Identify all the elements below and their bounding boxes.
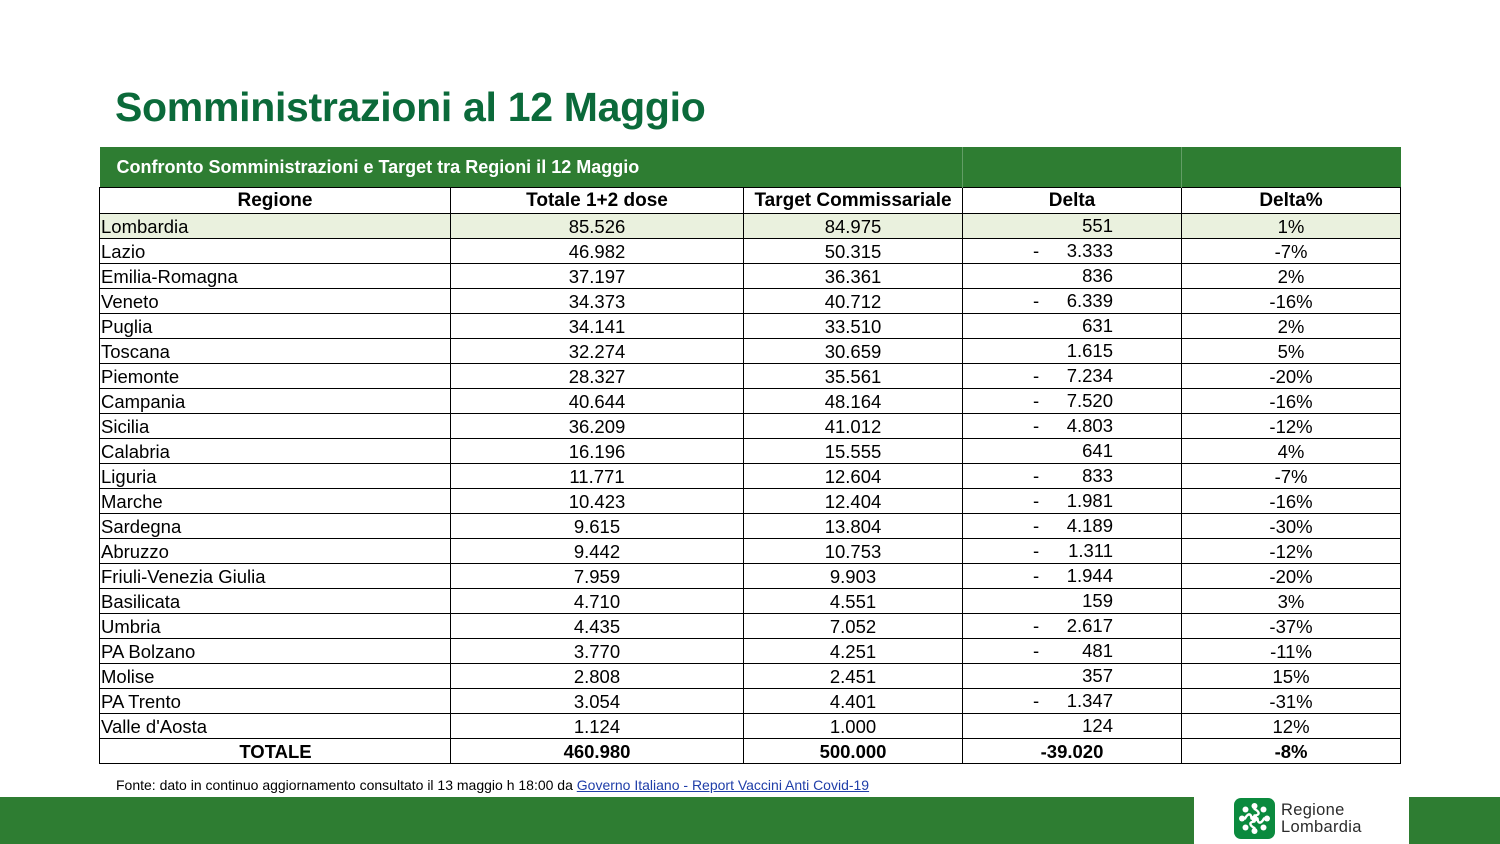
delta-value: 836 xyxy=(1082,265,1114,286)
delta-value: 631 xyxy=(1082,315,1114,336)
cell-totale: 28.327 xyxy=(451,364,744,389)
cell-delta-pct: -12% xyxy=(1182,539,1401,564)
cell-delta xyxy=(963,389,1182,414)
header-regione: Regione xyxy=(100,188,451,214)
cell-totale: 3.770 xyxy=(451,639,744,664)
cell-regione: Piemonte xyxy=(100,364,451,389)
cell-totale: 40.644 xyxy=(451,389,744,414)
cell-totale: 34.373 xyxy=(451,289,744,314)
table-row xyxy=(100,489,1401,514)
delta-sign: - xyxy=(1033,690,1040,711)
cell-target: 41.012 xyxy=(744,414,963,439)
cell-totale: 9.615 xyxy=(451,514,744,539)
cell-delta-pct: -16% xyxy=(1182,289,1401,314)
cell-delta xyxy=(963,314,1182,339)
cell-target: 4.551 xyxy=(744,589,963,614)
cell-total-delta-pct: -8% xyxy=(1182,739,1401,764)
cell-delta-pct: 4% xyxy=(1182,439,1401,464)
table-row xyxy=(100,539,1401,564)
delta-value: 1.311 xyxy=(1068,540,1114,561)
cell-delta-pct: 1% xyxy=(1182,214,1401,239)
cell-regione: Lombardia xyxy=(100,214,451,239)
cell-totale: 34.141 xyxy=(451,314,744,339)
comparison-table xyxy=(99,147,1401,764)
cell-target: 40.712 xyxy=(744,289,963,314)
cell-regione: Abruzzo xyxy=(100,539,451,564)
cell-delta-pct: -30% xyxy=(1182,514,1401,539)
cell-delta xyxy=(963,664,1182,689)
cell-target: 4.251 xyxy=(744,639,963,664)
cell-totale: 36.209 xyxy=(451,414,744,439)
table-row xyxy=(100,289,1401,314)
cell-target: 13.804 xyxy=(744,514,963,539)
page-title: Somministrazioni al 12 Maggio xyxy=(115,84,706,130)
regione-lombardia-rosa-camuna-icon xyxy=(1234,798,1275,839)
delta-sign: - xyxy=(1033,565,1040,586)
table-row xyxy=(100,589,1401,614)
cell-delta xyxy=(963,564,1182,589)
table-row xyxy=(100,514,1401,539)
cell-regione: Molise xyxy=(100,664,451,689)
cell-regione: Marche xyxy=(100,489,451,514)
cell-totale: 32.274 xyxy=(451,339,744,364)
table-row xyxy=(100,689,1401,714)
delta-value: 551 xyxy=(1082,215,1114,236)
delta-value: 6.339 xyxy=(1066,290,1114,311)
source-link[interactable]: Governo Italiano - Report Vaccini Anti Covid-19 xyxy=(576,777,870,793)
cell-target: 7.052 xyxy=(744,614,963,639)
cell-delta xyxy=(963,414,1182,439)
delta-value: 1.981 xyxy=(1066,490,1114,511)
cell-delta-pct: 15% xyxy=(1182,664,1401,689)
delta-sign: - xyxy=(1033,515,1040,536)
cell-delta xyxy=(963,714,1182,739)
cell-delta xyxy=(963,614,1182,639)
delta-value: 833 xyxy=(1082,465,1114,486)
delta-sign: - xyxy=(1033,615,1040,636)
cell-regione: Puglia xyxy=(100,314,451,339)
cell-target: 84.975 xyxy=(744,214,963,239)
cell-delta-pct: -11% xyxy=(1182,639,1401,664)
table-banner-row xyxy=(100,147,1401,188)
cell-regione: Basilicata xyxy=(100,589,451,614)
table-row xyxy=(100,564,1401,589)
cell-delta xyxy=(963,639,1182,664)
cell-delta-pct: -16% xyxy=(1182,389,1401,414)
table-row xyxy=(100,664,1401,689)
delta-sign: - xyxy=(1033,240,1040,261)
header-totale: Totale 1+2 dose xyxy=(451,188,744,214)
delta-value: 124 xyxy=(1082,715,1114,736)
delta-value: 7.234 xyxy=(1066,365,1114,386)
table-row xyxy=(100,639,1401,664)
cell-delta-pct: 12% xyxy=(1182,714,1401,739)
cell-regione: Toscana xyxy=(100,339,451,364)
cell-delta xyxy=(963,364,1182,389)
cell-total-target: 500.000 xyxy=(744,739,963,764)
delta-value: 159 xyxy=(1082,590,1114,611)
table-row xyxy=(100,314,1401,339)
cell-delta xyxy=(963,264,1182,289)
cell-delta-pct: -31% xyxy=(1182,689,1401,714)
table-header-row xyxy=(100,188,1401,214)
cell-totale: 10.423 xyxy=(451,489,744,514)
table-row xyxy=(100,264,1401,289)
table-row xyxy=(100,464,1401,489)
cell-target: 15.555 xyxy=(744,439,963,464)
cell-target: 10.753 xyxy=(744,539,963,564)
table-total-row xyxy=(100,739,1401,764)
cell-regione: PA Bolzano xyxy=(100,639,451,664)
cell-delta xyxy=(963,239,1182,264)
cell-target: 12.604 xyxy=(744,464,963,489)
cell-target: 4.401 xyxy=(744,689,963,714)
cell-total-delta: -39.020 xyxy=(963,739,1182,764)
cell-delta-pct: 3% xyxy=(1182,589,1401,614)
cell-delta-pct: -20% xyxy=(1182,564,1401,589)
cell-target: 12.404 xyxy=(744,489,963,514)
cell-target: 48.164 xyxy=(744,389,963,414)
cell-delta-pct: -37% xyxy=(1182,614,1401,639)
delta-value: 2.617 xyxy=(1066,615,1114,636)
cell-totale: 1.124 xyxy=(451,714,744,739)
cell-target: 30.659 xyxy=(744,339,963,364)
cell-totale: 3.054 xyxy=(451,689,744,714)
cell-totale: 9.442 xyxy=(451,539,744,564)
cell-delta xyxy=(963,689,1182,714)
cell-totale: 7.959 xyxy=(451,564,744,589)
table-banner xyxy=(100,147,963,188)
table-row xyxy=(100,614,1401,639)
delta-sign: - xyxy=(1033,390,1040,411)
header-delta: Delta xyxy=(963,188,1182,214)
cell-target: 50.315 xyxy=(744,239,963,264)
delta-sign: - xyxy=(1033,290,1040,311)
footer-bar-right xyxy=(1409,797,1500,844)
cell-totale: 2.808 xyxy=(451,664,744,689)
cell-delta xyxy=(963,589,1182,614)
delta-value: 357 xyxy=(1082,665,1114,686)
cell-regione: Campania xyxy=(100,389,451,414)
cell-target: 36.361 xyxy=(744,264,963,289)
cell-target: 9.903 xyxy=(744,564,963,589)
logo-text xyxy=(1281,802,1362,836)
cell-totale: 85.526 xyxy=(451,214,744,239)
cell-regione: Emilia-Romagna xyxy=(100,264,451,289)
table-row xyxy=(100,389,1401,414)
cell-regione: Valle d'Aosta xyxy=(100,714,451,739)
delta-value: 641 xyxy=(1082,440,1114,461)
cell-delta-pct: 5% xyxy=(1182,339,1401,364)
delta-sign: - xyxy=(1033,640,1040,661)
cell-regione: Calabria xyxy=(100,439,451,464)
comparison-table-container xyxy=(99,147,1400,764)
header-delta-pct: Delta% xyxy=(1182,188,1401,214)
cell-delta xyxy=(963,464,1182,489)
cell-regione: Friuli-Venezia Giulia xyxy=(100,564,451,589)
delta-sign: - xyxy=(1033,540,1040,561)
cell-delta-pct: -12% xyxy=(1182,414,1401,439)
cell-target: 33.510 xyxy=(744,314,963,339)
cell-delta xyxy=(963,539,1182,564)
regione-lombardia-logo xyxy=(1234,798,1362,839)
source-text: Fonte: dato in continuo aggiornamento consultato il 13 maggio h 18:00 da xyxy=(116,777,577,793)
table-banner-text: Confronto Somministrazioni e Target tra Regioni il 12 Maggio xyxy=(116,156,640,177)
cell-totale: 4.435 xyxy=(451,614,744,639)
delta-sign: - xyxy=(1033,415,1040,436)
cell-delta-pct: -7% xyxy=(1182,464,1401,489)
cell-totale: 37.197 xyxy=(451,264,744,289)
cell-delta xyxy=(963,439,1182,464)
delta-value: 1.347 xyxy=(1066,690,1114,711)
cell-totale: 4.710 xyxy=(451,589,744,614)
source-note xyxy=(116,777,869,793)
cell-delta xyxy=(963,339,1182,364)
cell-total-totale: 460.980 xyxy=(451,739,744,764)
delta-value: 4.189 xyxy=(1066,515,1114,536)
table-row xyxy=(100,239,1401,264)
table-row xyxy=(100,439,1401,464)
cell-totale: 46.982 xyxy=(451,239,744,264)
delta-value: 481 xyxy=(1082,640,1114,661)
footer-bar-left xyxy=(0,797,1194,844)
table-banner-cell xyxy=(1182,147,1401,188)
table-banner-cell xyxy=(963,147,1182,188)
cell-delta xyxy=(963,289,1182,314)
cell-regione: Veneto xyxy=(100,289,451,314)
delta-value: 1.615 xyxy=(1066,340,1114,361)
cell-delta-pct: -16% xyxy=(1182,489,1401,514)
cell-delta-pct: 2% xyxy=(1182,314,1401,339)
table-row xyxy=(100,364,1401,389)
delta-value: 4.803 xyxy=(1066,415,1114,436)
cell-delta xyxy=(963,214,1182,239)
cell-target: 1.000 xyxy=(744,714,963,739)
cell-totale: 16.196 xyxy=(451,439,744,464)
delta-value: 1.944 xyxy=(1066,565,1114,586)
cell-target: 2.451 xyxy=(744,664,963,689)
cell-regione: Lazio xyxy=(100,239,451,264)
cell-regione: Liguria xyxy=(100,464,451,489)
delta-sign: - xyxy=(1033,365,1040,386)
delta-value: 7.520 xyxy=(1066,390,1114,411)
cell-delta-pct: 2% xyxy=(1182,264,1401,289)
table-row xyxy=(100,414,1401,439)
cell-delta xyxy=(963,489,1182,514)
table-row xyxy=(100,714,1401,739)
cell-target: 35.561 xyxy=(744,364,963,389)
cell-regione: PA Trento xyxy=(100,689,451,714)
header-target: Target Commissariale xyxy=(744,188,963,214)
table-row xyxy=(100,214,1401,239)
table-row xyxy=(100,339,1401,364)
cell-regione: Umbria xyxy=(100,614,451,639)
delta-value: 3.333 xyxy=(1066,240,1114,261)
delta-sign: - xyxy=(1033,465,1040,486)
cell-regione: Sicilia xyxy=(100,414,451,439)
cell-total-label: TOTALE xyxy=(100,739,451,764)
cell-delta xyxy=(963,514,1182,539)
logo-text-line2: Lombardia xyxy=(1281,817,1362,836)
cell-delta-pct: -7% xyxy=(1182,239,1401,264)
cell-delta-pct: -20% xyxy=(1182,364,1401,389)
delta-sign: - xyxy=(1033,490,1040,511)
cell-totale: 11.771 xyxy=(451,464,744,489)
logo-text-line1: Regione xyxy=(1281,800,1345,819)
cell-regione: Sardegna xyxy=(100,514,451,539)
